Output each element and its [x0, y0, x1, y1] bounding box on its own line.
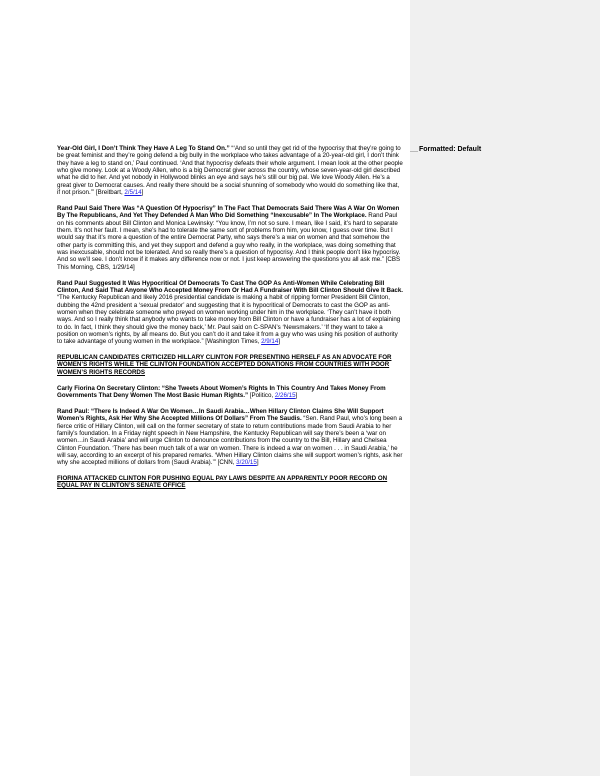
formatting-comment-label[interactable]: Formatted: Default [419, 146, 482, 153]
section-heading-equal-pay: FIORINA ATTACKED CLINTON FOR PUSHING EQUAL PAY LAWS DESPITE AN APPARENTLY POOR RECORD ON EQUAL PAY IN CLINTON’S SENATE OFFICE [57, 475, 388, 490]
paragraph-bold-lead: Year-Old Girl, I Don’t Think They Have A Leg To Stand On.” [57, 145, 230, 152]
citation-link[interactable]: 3/20/15 [236, 459, 257, 467]
paragraph-cbs [57, 205, 403, 271]
paragraph-fiorina-politico [57, 385, 403, 400]
section-heading-womens-rights: REPUBLICAN CANDIDATES CRITICIZED HILLARY CLINTON FOR PRESENTING HERSELF AS AN ADVOCATE FOR WOMEN’S RIGHTS WHILE THE CLINTON FOUNDATION ACCEPTED DONATIONS FROM COUNTRIES WITH POOR WOMEN’S RIGHTS RECORDS [57, 354, 392, 376]
paragraph-rand-paul-cnn [57, 408, 403, 467]
paragraph-bold-lead: Carly Fiorina On Secretary Clinton: “She Tweets About Women’s Rights In This Country And Takes Money From Governments That Deny Women The Most Basic Human Rights.” [57, 384, 386, 399]
paragraph-tail: ] [141, 189, 144, 197]
paragraph-tail: ] [295, 391, 298, 399]
paragraph-text: “The Kentucky Republican and likely 2016 presidential candidate is making a habit of ripping former President Bill Clinton, dubbing the 42nd president a ‘sexual predator’ and suggesting that it is hypocritical of Democrats to cast the GOP as anti-women when they celebrate someone who preyed on women working under him in the workplace. ‘They can’t have it both ways. And so I really think that anybody who wants to take money from Bill Clinton or have a fundraiser has a lot of explaining to do. In fact, I think they should give the money back,’ Mr. Paul said on C-SPAN’s ‘Newsmakers.’ ‘If they want to take a position on women’s rights, by all means do. But you can’t do it and take it from a guy who was using his position of authority to take advantage of young women in the workplace.” [Washington Times, [57, 294, 401, 346]
paragraph-tail: ] [278, 338, 281, 346]
paragraph-breitbart [57, 145, 403, 196]
paragraph-bold-lead: Rand Paul Said There Was “A Question Of Hypocrisy” In The Fact That Democrats Said There Was A War On Women By The Republicans, And Yet They Defended A Man Who Did Something “Inexcusable” In The Workplace. [57, 204, 400, 220]
comment-margin-pane [410, 0, 600, 776]
citation-link[interactable]: 2/5/14 [124, 189, 142, 197]
paragraph-bold-lead: Rand Paul: “There Is Indeed A War On Women…In Saudi Arabia…When Hillary Clinton Claims She Will Support Women’s Rights, Ask Her Why She Accepted Millions Of Dollars” From The Saudis. [57, 407, 384, 423]
comment-connector-line [410, 151, 418, 152]
paragraph-tail: ] [256, 459, 259, 467]
paragraph-text: [Politico, [248, 391, 275, 399]
paragraph-washington-times [57, 280, 403, 346]
paragraph-text: “‘And so until they get rid of the hypocrisy that they’re going to be great feminist and they’re going defend a big bully in the workplace who takes advantage of a 20-year-old girl, I don’t think they have a leg to stand on,’ Paul continued. ‘And that hypocrisy defeats their whole argument. I mean look at the other people who give money. Look at a Woody Allen, who is a big Democrat giver across the country, whose seven-year-old girl described what he did to her. And yet nobody in Hollywood blinks an eye and says he’s still our big pal. We love Woody Allen. He’s a great giver to Democrat causes. And really there should be a social shunning of somebody who would do something like that, if not prison.’” [Breitbart, [57, 145, 403, 197]
paragraph-text: “Sen. Rand Paul, who’s long been a fierce critic of Hillary Clinton, will call on the former secretary of state to return contributions made from Saudi Arabia to her family’s foundation. In a Friday night speech in New Hampshire, the Kentucky Republican will say there’s been a ‘war on women…in Saudi Arabia’ and will urge Clinton to denounce contributions from the country to the Bill, Hillary and Chelsea Clinton Foundation. ‘There has been much talk of a war on women. There is indeed a war on women . . . in Saudi Arabia,’ he will say, according to an excerpt of his prepared remarks. ‘When Hillary Clinton claims she will support women’s rights, ask her why she accepted millions of dollars from (Saudi Arabia).’” [CNN, [57, 415, 403, 467]
paragraph-bold-lead: Rand Paul Suggested It Was Hypocritical Of Democrats To Cast The GOP As Anti-Women While Celebrating Bill Clinton, And Said That Anyone Who Accepted Money From Or Had A Fundraiser With Bill Clinton Should Give It Back. [57, 279, 403, 294]
document-body [57, 145, 403, 498]
citation-link[interactable]: 2/9/14 [261, 338, 279, 346]
citation-link[interactable]: 2/26/15 [274, 391, 296, 399]
paragraph-text: Rand Paul on his comments about Bill Clinton and Monica Lewinsky: “You know, I’m not so sure. I mean, like I said, it’s hard to separate them. It’s not her fault. I mean, she’s had to tolerate the same sort of problems from him, you know, I guess over time. But I would say that it’s more a question of the entire Democrat Party, who says there’s a war on women and that somehow the other party is committing this, and yet they support and defend a guy who really, in the workplace, was doing something that was inexcusable, should not be tolerated. And so really there’s a question of hypocrisy. And I think people don’t like hypocrisy. And so we’ll see. I don’t know if it makes any difference now or not. I just keep answering the questions you all ask me.” [CBS This Morning, CBS, 1/29/14] [57, 212, 401, 271]
